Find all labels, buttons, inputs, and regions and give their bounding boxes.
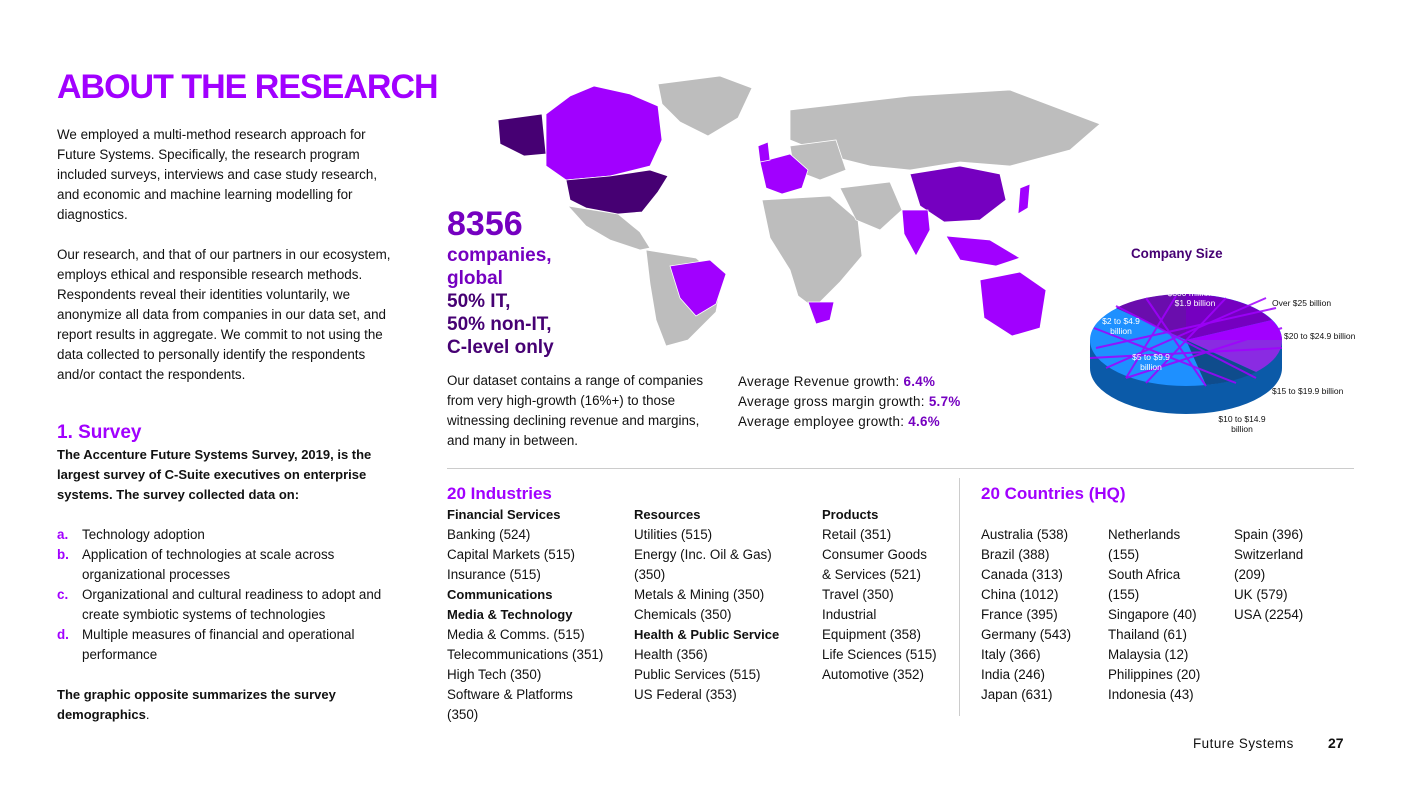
- dataset-text: Our dataset contains a range of companies from very high-growth (16%+) to those witnessing declining revenue and margins, and many in between.: [447, 373, 704, 448]
- map-south-africa: [808, 302, 834, 324]
- intro-paragraph: We employed a multi-method research approach for Future Systems. Specifically, the research program included surveys, interviews and case study research, and economic and machine learning modelling for diagnostics.: [57, 127, 378, 222]
- industry-group-heading: Products: [822, 507, 879, 522]
- growth-value: 5.7%: [928, 394, 961, 409]
- stat-line: 50% IT,: [447, 291, 511, 312]
- map-india: [902, 210, 930, 256]
- country-item: Canada (313): [981, 567, 1063, 582]
- list-letter: a.: [57, 527, 69, 542]
- industries-column-3: [822, 505, 937, 685]
- summary-end: .: [145, 707, 150, 722]
- map-australia: [980, 272, 1046, 336]
- country-item: (209): [1234, 567, 1266, 582]
- industry-item: Banking (524): [447, 527, 531, 542]
- industry-group-heading: Communications: [447, 587, 553, 602]
- country-item: France (395): [981, 607, 1058, 622]
- country-item: Philippines (20): [1108, 667, 1201, 682]
- industry-group-heading: Financial Services: [447, 507, 561, 522]
- map-japan: [1018, 184, 1030, 214]
- ethics-paragraph: Our research, and that of our partners in our ecosystem, employs ethical and responsible research methods. Respondents reveal their identities voluntarily, we anonymize all data from companies in our data set, and report results in aggregate. We commit to not using the data collected to personally identify the respondents and/or contact the respondents.: [57, 247, 391, 382]
- industry-item: Industrial: [822, 607, 877, 622]
- list-item: [57, 625, 407, 665]
- stat-line: C-level only: [447, 337, 554, 358]
- industry-group-heading: Media & Technology: [447, 607, 573, 622]
- country-item: Italy (366): [981, 647, 1041, 662]
- list-text: Application of technologies at scale across organizational processes: [82, 547, 335, 582]
- list-item: [57, 585, 407, 625]
- stat-line: 50% non-IT,: [447, 314, 552, 335]
- industry-item: Chemicals (350): [634, 607, 732, 622]
- page-number: 27: [1328, 735, 1344, 751]
- list-text: Multiple measures of financial and operational performance: [82, 627, 355, 662]
- industry-item: Health (356): [634, 647, 708, 662]
- industry-item: Automotive (352): [822, 667, 924, 682]
- growth-line: [738, 372, 961, 392]
- industry-item: & Services (521): [822, 567, 921, 582]
- industry-item: Energy (Inc. Oil & Gas): [634, 547, 772, 562]
- list-letter: b.: [57, 547, 69, 562]
- growth-value: 6.4%: [903, 374, 936, 389]
- countries-column-3: [1234, 525, 1303, 625]
- world-map: [490, 70, 1110, 350]
- industry-item: Public Services (515): [634, 667, 761, 682]
- survey-heading: 1. Survey: [57, 422, 142, 443]
- industry-group-heading: Health & Public Service: [634, 627, 780, 642]
- country-item: Thailand (61): [1108, 627, 1187, 642]
- industry-item: Telecommunications (351): [447, 647, 604, 662]
- country-item: Malaysia (12): [1108, 647, 1189, 662]
- industry-item: (350): [447, 707, 479, 722]
- survey-list: [57, 525, 407, 665]
- industry-group-heading: Resources: [634, 507, 701, 522]
- list-letter: d.: [57, 627, 69, 642]
- industry-item: Consumer Goods: [822, 547, 927, 562]
- country-item: South Africa: [1108, 567, 1181, 582]
- industry-item: Equipment (358): [822, 627, 921, 642]
- growth-line: [738, 412, 961, 432]
- pie-label: $500 million to $1.9 billion: [1167, 288, 1223, 308]
- list-text: Organizational and cultural readiness to adopt and create symbiotic systems of technologies: [82, 587, 382, 622]
- countries-column-1: [981, 525, 1071, 705]
- country-item: (155): [1108, 547, 1140, 562]
- summary-text: [57, 685, 357, 725]
- list-text: Technology adoption: [82, 527, 205, 542]
- growth-label: Average Revenue growth:: [738, 374, 904, 389]
- countries-column-2: [1108, 525, 1200, 705]
- map-southeast-asia: [946, 236, 1020, 266]
- growth-label: Average gross margin growth:: [738, 394, 929, 409]
- industry-item: Capital Markets (515): [447, 547, 576, 562]
- country-item: Australia (538): [981, 527, 1069, 542]
- company-size-title: Company Size: [1131, 246, 1223, 261]
- country-item: Netherlands: [1108, 527, 1181, 542]
- list-letter: c.: [57, 587, 69, 602]
- divider-vertical: [959, 478, 960, 716]
- country-item: Japan (631): [981, 687, 1053, 702]
- industry-item: Insurance (515): [447, 567, 541, 582]
- list-item: [57, 525, 407, 545]
- industry-item: (350): [634, 567, 666, 582]
- country-item: Indonesia (43): [1108, 687, 1194, 702]
- country-item: India (246): [981, 667, 1046, 682]
- industries-heading: 20 Industries: [447, 484, 552, 503]
- growth-line: [738, 392, 961, 412]
- growth-value: 4.6%: [908, 414, 941, 429]
- map-greenland: [658, 76, 752, 136]
- pie-label: $2 to $4.9 billion: [1102, 316, 1140, 336]
- survey-intro: The Accenture Future Systems Survey, 2019, is the largest survey of C-Suite executives on enterprise systems. The survey collected data on:: [57, 447, 372, 502]
- map-canada: [546, 86, 662, 180]
- stat-line: companies,: [447, 245, 552, 266]
- industry-item: High Tech (350): [447, 667, 542, 682]
- country-item: Brazil (388): [981, 547, 1050, 562]
- country-item: UK (579): [1234, 587, 1288, 602]
- growth-label: Average employee growth:: [738, 414, 909, 429]
- page-title: ABOUT THE RESEARCH: [57, 68, 438, 106]
- company-count: 8356: [447, 205, 523, 243]
- pie-label: $15 to $19.9 billion: [1272, 386, 1344, 396]
- footer-label: Future Systems: [1193, 736, 1294, 751]
- country-item: China (1012): [981, 587, 1059, 602]
- map-africa: [762, 196, 862, 308]
- pie-label: Over $25 billion: [1272, 298, 1332, 308]
- industry-item: US Federal (353): [634, 687, 737, 702]
- pie-label: $20 to $24.9 billion: [1284, 331, 1356, 341]
- growth-stats: [738, 372, 961, 432]
- industry-item: Utilities (515): [634, 527, 713, 542]
- industry-item: Retail (351): [822, 527, 892, 542]
- stat-lines: [447, 244, 554, 359]
- country-item: Singapore (40): [1108, 607, 1197, 622]
- country-item: Germany (543): [981, 627, 1072, 642]
- country-item: Spain (396): [1234, 527, 1304, 542]
- country-item: Switzerland: [1234, 547, 1304, 562]
- list-item: [57, 545, 407, 585]
- industry-item: Media & Comms. (515): [447, 627, 585, 642]
- industry-item: Life Sciences (515): [822, 647, 937, 662]
- map-alaska: [498, 114, 546, 156]
- industry-item: Metals & Mining (350): [634, 587, 765, 602]
- map-uk: [758, 142, 770, 162]
- divider-horizontal: [447, 468, 1354, 469]
- country-item: (155): [1108, 587, 1140, 602]
- stat-line: global: [447, 268, 503, 289]
- pie-label: $5 to $9.9 billion: [1132, 352, 1170, 372]
- summary-bold: The graphic opposite summarizes the survey demographics: [57, 687, 336, 722]
- countries-heading: 20 Countries (HQ): [981, 484, 1126, 503]
- industry-item: Travel (350): [822, 587, 894, 602]
- industry-item: Software & Platforms: [447, 687, 573, 702]
- industries-column-1: [447, 505, 603, 725]
- pie-label: $10 to $14.9 billion: [1218, 414, 1266, 434]
- country-item: USA (2254): [1234, 607, 1304, 622]
- industries-column-2: [634, 505, 779, 705]
